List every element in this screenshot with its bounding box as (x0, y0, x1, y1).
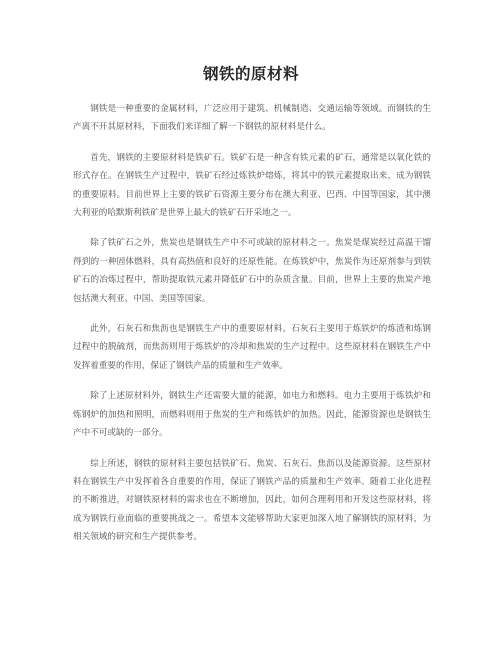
paragraph-3: 除了铁矿石之外，焦炭也是钢铁生产中不可或缺的原材料之一。焦炭是煤炭经过高温干馏得到的一种固体燃料，具有高热值和良好的还原性能。在炼铁炉中，焦炭作为还原剂参与到铁矿石的冶炼过程中，帮助提取铁元素并降低矿石中的杂质含量。目前，世界上主要的焦炭产地包括澳大利亚、中国、美国等国家。 (73, 238, 431, 304)
document-title: 钢铁的原材料 (202, 65, 299, 83)
paragraph-4: 此外，石灰石和焦沥也是钢铁生产中的重要原材料。石灰石主要用于炼铁炉的炼渣和炼钢过程中的脱硫剂，而焦沥则用于炼铁炉的冷却和焦炭的生产过程中。这些原材料在钢铁生产中发挥着重要的作用，保证了钢铁产品的质量和生产效率。 (73, 324, 431, 371)
paragraph-5: 除了上述原材料外，钢铁生产还需要大量的能源，如电力和燃料。电力主要用于炼铁炉和炼钢炉的加热和照明，而燃料则用于焦炭的生产和炼铁炉的加热。因此，能源资源也是钢铁生产中不可或缺的一部分。 (73, 391, 431, 439)
paragraph-1: 钢铁是一种重要的金属材料，广泛应用于建筑、机械制造、交通运输等领域。而钢铁的生产离不开其原材料，下面我们来详细了解一下钢铁的原材料是什么。 (73, 104, 431, 133)
paragraph-6: 综上所述，钢铁的原材料主要包括铁矿石、焦炭、石灰石、焦沥以及能源资源。这些原材料在钢铁生产中发挥着各自重要的作用，保证了钢铁产品的质量和生产效率。随着工业化进程的不断推进，对钢铁原材料的需求也在不断增加，因此，如何合理利用和开发这些原材料，将成为钢铁行业面临的重要挑战之一。希望本文能够帮助大家更加深入地了解钢铁的原材料，为相关领域的研究和生产提供参考。 (73, 458, 431, 543)
document-body (73, 100, 431, 559)
paragraph-2: 首先，钢铁的主要原材料是铁矿石。铁矿石是一种含有铁元素的矿石，通常是以氧化铁的形式存在。在钢铁生产过程中，铁矿石经过炼铁炉熔炼，将其中的铁元素提取出来，成为钢铁的重要原料。目前世界上主要的铁矿石资源主要分布在澳大利亚、巴西、中国等国家，其中澳大利亚的哈默斯利铁矿是世界上最大的铁矿石开采地之一。 (73, 152, 431, 219)
